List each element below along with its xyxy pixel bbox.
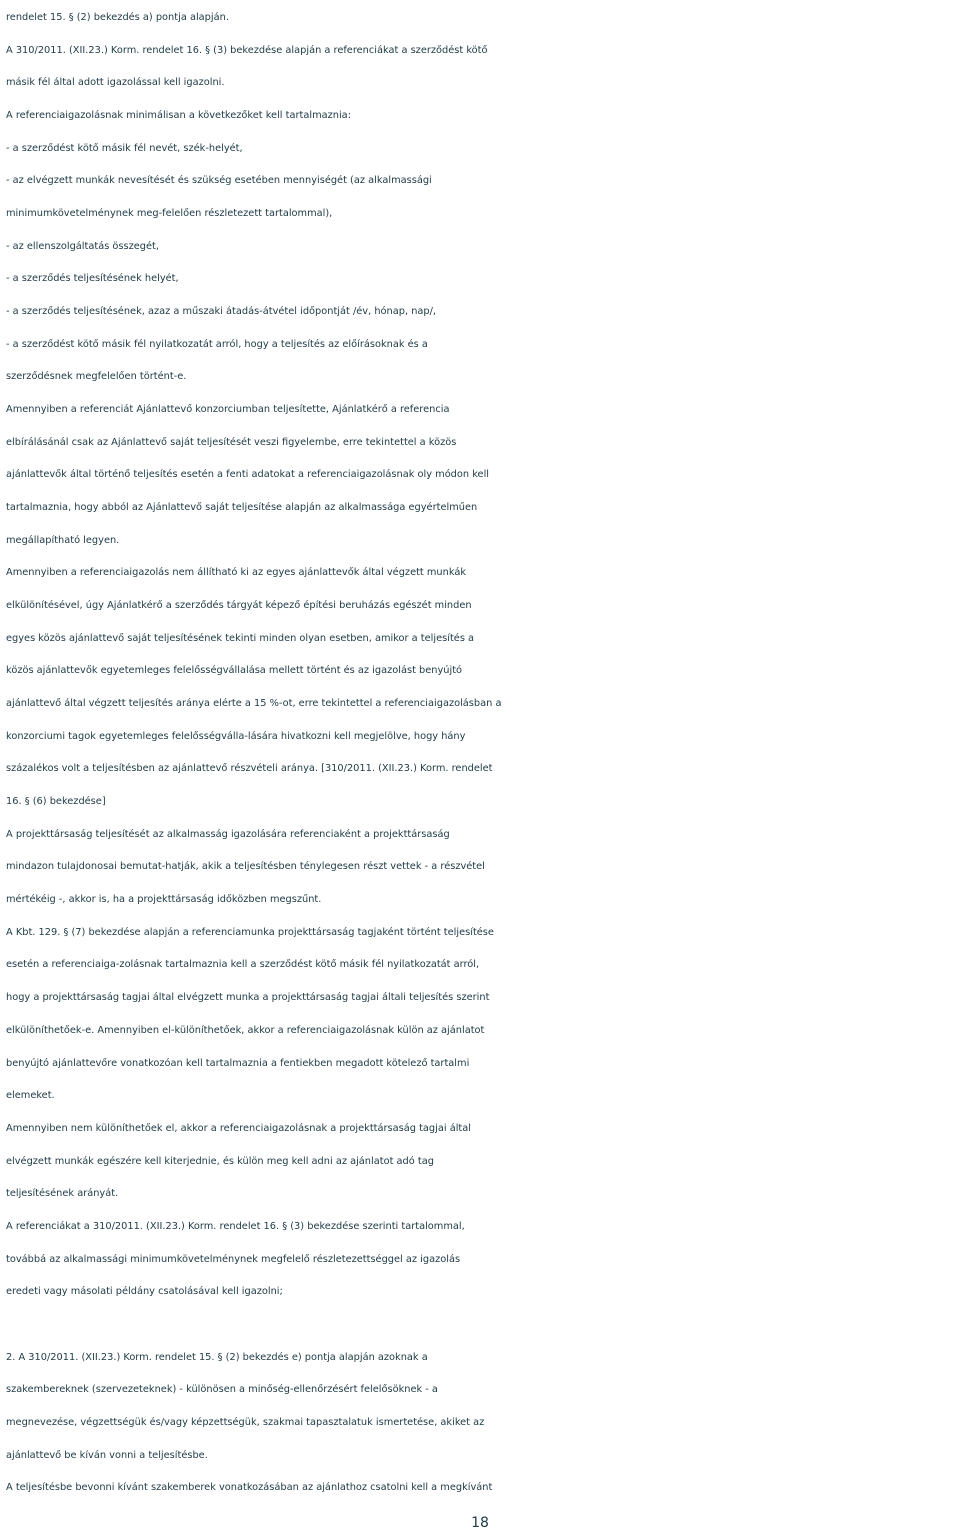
text-line: teljesítésének arányát. (6, 1188, 119, 1200)
text-line: - az elvégzett munkák nevesítését és szükség esetében mennyiségét (az alkalmassági (6, 175, 432, 187)
text-line: esetén a referenciaiga-zolásnak tartalmaznia kell a szerződést kötő másik fél nyilatkozatát arról, (6, 959, 480, 971)
text-line: mértékéig -, akkor is, ha a projekttársaság időközben megszűnt. (6, 894, 322, 906)
text-line: - a szerződés teljesítésének helyét, (6, 273, 179, 285)
blank-line (6, 1309, 958, 1342)
text-line: másik fél által adott igazolással kell igazolni. (6, 77, 225, 89)
text-line: A Kbt. 129. § (7) bekezdése alapján a referenciamunka projekttársaság tagjaként történt teljesítése (6, 926, 494, 938)
text-line: A projekttársaság teljesítését az alkalmasság igazolására referenciaként a projekttársaság (6, 828, 450, 840)
text-line: mindazon tulajdonosai bemutat-hatják, akik a teljesítésben ténylegesen részt vettek - a részvétel (6, 861, 485, 873)
text-line: Amennyiben a referenciaigazolás nem állítható ki az egyes ajánlattevők által végzett munkák (6, 567, 467, 579)
text-line: rendelet 15. § (2) bekezdés a) pontja alapján. (6, 12, 229, 23)
text-line: Amennyiben nem különíthetőek el, akkor a referenciaigazolásnak a projekttársaság tagjai által (6, 1122, 471, 1134)
text-line: szakembereknek (szervezeteknek) - különösen a minőség-ellenőrzésért felelősöknek - a (6, 1384, 438, 1396)
text-line: minimumkövetelménynek meg-felelően részletezett tartalommal), (6, 208, 333, 220)
text-line: elbírálásánál csak az Ajánlattevő saját teljesítését veszi figyelembe, erre tekintettel a közös (6, 436, 457, 448)
text-line: ajánlattevő által végzett teljesítés aránya elérte a 15 %-ot, erre tekintettel a referenciaigazolásban a (6, 698, 502, 710)
text-line: egyes közös ajánlattevő saját teljesítésének tekinti minden olyan esetben, amikor a teljesítés a (6, 632, 475, 644)
text-line: megnevezése, végzettségük és/vagy képzettségük, szakmai tapasztalatuk ismertetése, akiket az (6, 1416, 485, 1428)
text-line: 2. A 310/2011. (XII.23.) Korm. rendelet 15. § (2) bekezdés e) pontja alapján azoknak a (6, 1351, 428, 1363)
text-line: - a szerződést kötő másik fél nevét, szék-helyét, (6, 142, 243, 154)
text-line: elkülönítésével, úgy Ajánlatkérő a szerződés tárgyát képező építési beruházás egészét minden (6, 600, 472, 612)
text-line: elvégzett munkák egészére kell kiterjednie, és külön meg kell adni az ajánlatot adó tag (6, 1155, 434, 1167)
text-line: Amennyiben a referenciát Ajánlattevő konzorciumban teljesítette, Ajánlatkérő a referencia (6, 404, 450, 416)
text-line: tartalmaznia, hogy abból az Ajánlattevő saját teljesítése alapján az alkalmassága egyértelműen (6, 502, 478, 514)
text-line: elemeket. (6, 1090, 55, 1102)
text-line: - a szerződést kötő másik fél nyilatkozatát arról, hogy a teljesítés az előírásoknak és a (6, 338, 428, 350)
document-body (6, 2, 958, 1505)
text-line: konzorciumi tagok egyetemleges felelősségválla-lására hivatkozni kell megjelölve, hogy hány (6, 730, 466, 742)
page-number: 18 (471, 1515, 489, 1531)
text-line: szerződésnek megfelelően történt-e. (6, 371, 187, 383)
text-line: százalékos volt a teljesítésben az ajánlattevő részvételi aránya. [310/2011. (XII.23.) Korm. rendelet (6, 763, 493, 775)
text-line: ajánlattevő be kíván vonni a teljesítésbe. (6, 1449, 208, 1461)
text-line: eredeti vagy másolati példány csatolásával kell igazolni; (6, 1286, 283, 1298)
text-line: továbbá az alkalmassági minimumkövetelménynek megfelelő részletezettséggel az igazolás (6, 1253, 461, 1265)
text-line: A teljesítésbe bevonni kívánt szakemberek vonatkozásában az ajánlathoz csatolni kell a megkívánt (6, 1482, 493, 1494)
text-line: - a szerződés teljesítésének, azaz a műszaki átadás-átvétel időpontját /év, hónap, nap/, (6, 306, 437, 318)
text-line: A 310/2011. (XII.23.) Korm. rendelet 16. § (3) bekezdése alapján a referenciákat a szerződést kötő (6, 44, 488, 56)
text-line: megállapítható legyen. (6, 534, 120, 546)
text-line: hogy a projekttársaság tagjai által elvégzett munka a projekttársaság tagjai általi teljesítés szerint (6, 992, 490, 1004)
text-line: A referenciaigazolásnak minimálisan a következőket kell tartalmaznia: (6, 110, 351, 122)
text-line: 16. § (6) bekezdése] (6, 796, 106, 808)
text-line: közös ajánlattevők egyetemleges felelősségvállalása mellett történt és az igazolást benyújtó (6, 665, 463, 677)
text-line: - az ellenszolgáltatás összegét, (6, 240, 160, 252)
text-line: ajánlattevők által történő teljesítés esetén a fenti adatokat a referenciaigazolásnak oly módon kell (6, 469, 490, 481)
text-line: A referenciákat a 310/2011. (XII.23.) Korm. rendelet 16. § (3) bekezdése szerinti tartalommal, (6, 1220, 465, 1232)
text-line: elkülöníthetőek-e. Amennyiben el-különíthetőek, akkor a referenciaigazolásnak külön az ajánlatot (6, 1024, 485, 1036)
text-line: benyújtó ajánlattevőre vonatkozóan kell tartalmaznia a fentiekben megadott kötelező tartalmi (6, 1057, 470, 1069)
